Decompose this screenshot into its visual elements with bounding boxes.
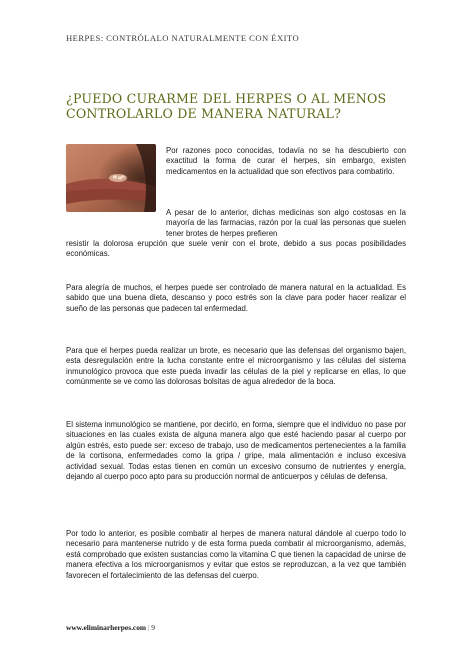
website-link[interactable]: www.eliminarherpes.com <box>66 623 147 632</box>
herpes-lip-photo <box>66 144 156 212</box>
page-number: 9 <box>151 623 155 632</box>
page-title: ¿PUEDO CURARME DEL HERPES O AL MENOS CONTROLARLO DE MANERA NATURAL? <box>66 91 387 121</box>
footer-separator: | <box>147 623 150 632</box>
paragraph-2-continuation: resistir la dolorosa erupción que suele venir con el brote, debido a sus pocas posibilidades económicas. <box>66 239 406 259</box>
paragraph-3: Para alegría de muchos, el herpes puede ser controlado de manera natural en la actualidad. Es sabido que una buena dieta, descanso y poco estrés son la clave para poder hacer realizar el sueño de las personas que padecen tal enfermedad. <box>66 283 406 313</box>
paragraph-1: Por razones poco conocidas, todavía no se ha descubierto con exactitud la forma de curar el herpes, sin embargo, existen medicamentos en la actualidad que son efectivos para combatirlo. <box>166 146 406 176</box>
page-footer <box>66 623 155 632</box>
paragraph-4: Para que el herpes pueda realizar un brote, es necesario que las defensas del organismo bajen, esta desregulación entre la lucha constante entre el microorganismo y las células del sistema inmunológico provoca que este pueda invadir las células de la piel y replicarse en ellas, lo que comúnmente se ve como las dolorosas bolsitas de agua alrededor de la boca. <box>66 346 406 387</box>
paragraph-6: Por todo lo anterior, es posible combatir al herpes de manera natural dándole al cuerpo todo lo necesario para mantenerse nutrido y de esta forma pueda combatir al microorganismo, además, está comprobado que existen sustancias como la vitamina C que tienen la capacidad de unirse de manera efectiva a los microorganismos y evitar que estos se reproduzcan, a la vez que también favorecen el fortalecimiento de las defensas del cuerpo. <box>66 529 406 580</box>
paragraph-5: El sistema inmunológico se mantiene, por decirlo, en forma, siempre que el individuo no pase por situaciones en las cuales exista de alguna manera algo que esté haciendo pasar al cuerpo por algún estrés, esto puede ser: exceso de trabajo, uso de medicamentos pertenecientes a la familia de la cortisona, enfermedades como la gripa / gripe, mala alimentación e incluso excesiva actividad sexual. Todas estas tienen en común un excesivo consumo de nutrientes y energía, dejando al cuerpo poco apto para su producción normal de anticuerpos y células de defensa. <box>66 420 406 482</box>
paragraph-2-intro: A pesar de lo anterior, dichas medicinas son algo costosas en la mayoría de las farmacias, razón por la cual las personas que suelen tener brotes de herpes prefieren <box>166 208 406 238</box>
running-header: HERPES: CONTRÓLALO NATURALMENTE CON ÉXITO <box>66 33 300 43</box>
